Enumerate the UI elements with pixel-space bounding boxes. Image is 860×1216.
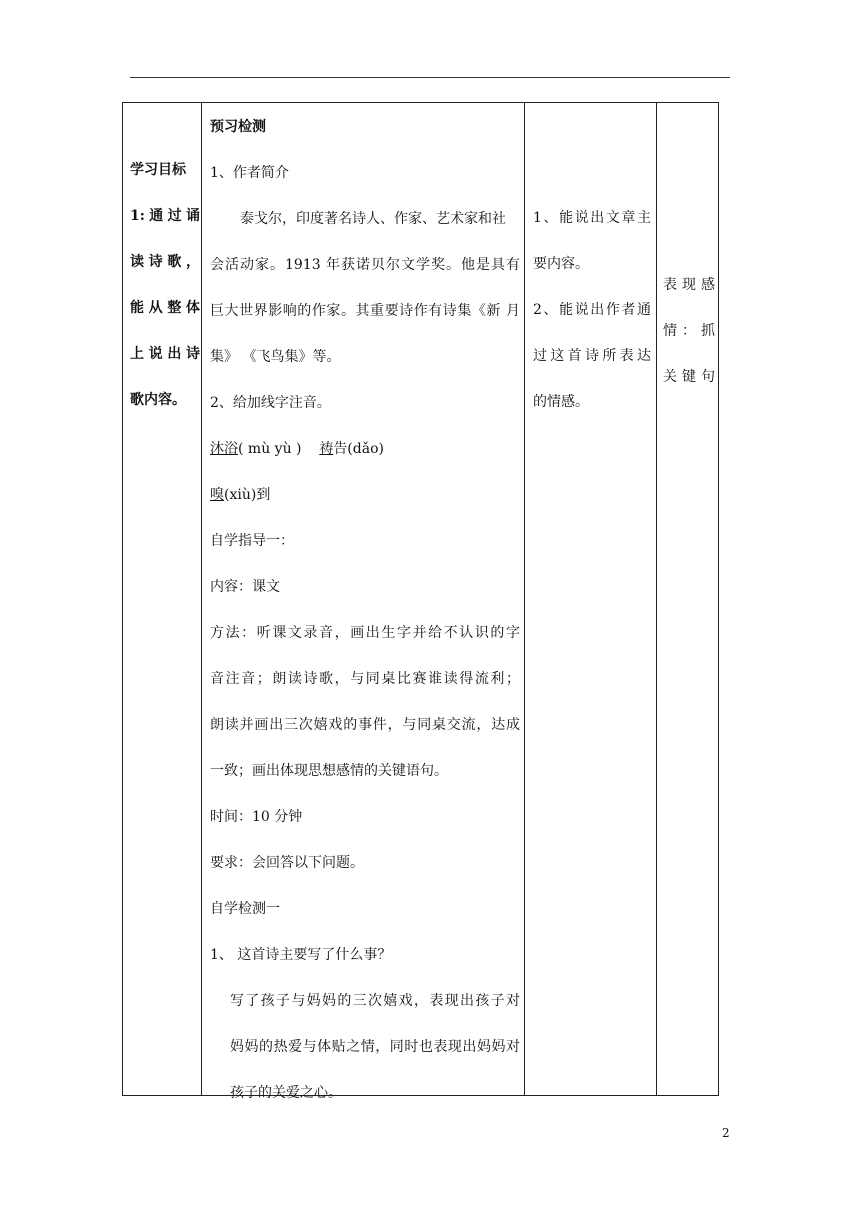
objectives-cell — [533, 195, 651, 425]
pinyin-reading: 告(dǎo) — [333, 441, 384, 457]
header-rule — [130, 77, 730, 78]
method-line: 朗读并画出三次嬉戏的事件，与同桌交流，达成 — [210, 717, 520, 733]
table-right-border — [718, 102, 719, 1095]
learning-goal-line: 歌内容。 — [130, 392, 186, 408]
answer-line: 孩子的关爱之心。 — [230, 1085, 342, 1101]
self-check-title: 自学检测一 — [210, 901, 280, 917]
learning-goal-line: 能从整体 — [130, 300, 200, 316]
pinyin-heading: 2、给加线字注音。 — [210, 395, 331, 411]
objective-line: 过这首诗所表达 — [533, 348, 651, 364]
method-note-line: 情：抓 — [663, 323, 715, 339]
pinyin-row-2 — [210, 472, 520, 518]
pinyin-word: 沐浴 — [210, 441, 238, 457]
pinyin-reading: (xiù)到 — [224, 487, 271, 503]
method-note-line: 关键句 — [663, 369, 715, 385]
pinyin-word: 嗅 — [210, 487, 224, 503]
learning-goal-cell — [130, 147, 200, 423]
learning-goal-line: 上说出诗 — [130, 346, 200, 362]
objective-line: 的情感。 — [533, 394, 589, 410]
guide-title: 自学指导一： — [210, 533, 294, 549]
objective-line: 1、能说出文章主 — [533, 210, 651, 226]
guide-time: 时间：10 分钟 — [210, 809, 303, 825]
method-note-line: 表现感 — [663, 277, 715, 293]
author-text-line: 会活动家。1913 年获诺贝尔文学奖。他是具有 — [210, 257, 520, 273]
answer-line: 妈妈的热爱与体贴之情，同时也表现出妈妈对 — [230, 1039, 520, 1055]
page-number: 2 — [722, 1126, 730, 1140]
table-divider-2 — [524, 102, 525, 1095]
answer-line: 写了孩子与妈妈的三次嬉戏，表现出孩子对 — [230, 993, 520, 1009]
objective-line: 要内容。 — [533, 256, 589, 272]
section-heading: 预习检测 — [210, 119, 266, 135]
method-line: 方法：听课文录音，画出生字并给不认识的字 — [210, 625, 520, 641]
question: 1、 这首诗主要写了什么事？ — [210, 947, 392, 963]
main-content-cell — [210, 104, 520, 1116]
learning-goal-title: 学习目标 — [130, 162, 186, 178]
method-note-cell — [663, 262, 715, 400]
pinyin-reading: ( mù yù ) — [238, 441, 302, 457]
table-divider-1 — [201, 102, 202, 1095]
author-text-line: 泰戈尔，印度著名诗人、作家、艺术家和社 — [240, 211, 506, 227]
table-left-border — [122, 102, 123, 1095]
objective-line: 2、能说出作者通 — [533, 302, 651, 318]
method-line: 音注音；朗读诗歌，与同桌比赛谁读得流利； — [210, 671, 520, 687]
learning-goal-line: 1:通过诵 — [130, 208, 200, 224]
method-line: 一致；画出体现思想感情的关键语句。 — [210, 763, 448, 779]
table-top-border — [122, 102, 719, 103]
author-text-line: 巨大世界影响的作家。其重要诗作有诗集《新 月 — [210, 303, 520, 319]
author-text-line: 集》 《飞鸟集》等。 — [210, 349, 341, 365]
guide-content: 内容：课文 — [210, 579, 280, 595]
guide-requirement: 要求：会回答以下问题。 — [210, 855, 364, 871]
pinyin-word: 祷 — [319, 441, 334, 457]
author-heading: 1、作者简介 — [210, 165, 289, 181]
table-divider-3 — [656, 102, 657, 1095]
pinyin-row-1 — [210, 426, 520, 472]
learning-goal-line: 读诗歌， — [130, 254, 200, 270]
